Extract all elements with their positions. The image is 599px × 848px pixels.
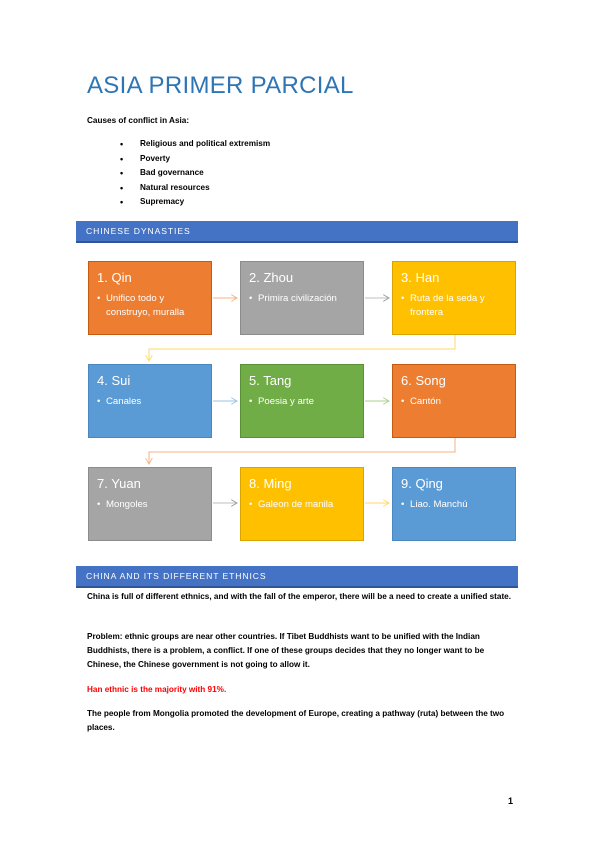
dynasty-box-yuan: [88, 467, 212, 541]
dynasty-box-qing: [392, 467, 516, 541]
dynasty-title: 5. Tang: [249, 373, 292, 388]
dynasty-box-song: [392, 364, 516, 438]
highlight-paragraph: Han ethnic is the majority with 91%.: [87, 685, 227, 694]
dynasty-desc: • Poesia y arte: [249, 395, 357, 409]
dynasty-title: 1. Qin: [97, 270, 132, 285]
arrow-3-4: [149, 335, 455, 360]
dynasty-box-tang: [240, 364, 364, 438]
dynasty-desc: • Galeon de manila: [249, 498, 357, 512]
section-heading-dynasties: CHINESE DYNASTIES: [76, 221, 518, 241]
dynasty-box-sui: [88, 364, 212, 438]
dynasty-box-ming: [240, 467, 364, 541]
paragraph: The people from Mongolia promoted the development of Europe, creating a pathway (ruta) between the two places.: [87, 709, 505, 733]
dynasty-title: 3. Han: [401, 270, 440, 285]
list-item: • Natural resources: [87, 181, 270, 196]
dynasty-desc: • Cantón: [401, 395, 509, 409]
dynasty-title: 8. Ming: [249, 476, 292, 491]
dynasty-desc: • Primira civilización: [249, 292, 357, 306]
dynasty-title: 9. Qing: [401, 476, 443, 491]
dynasty-desc: • Unifico todo y construyo, muralla: [97, 292, 205, 319]
dynasty-desc: • Ruta de la seda y frontera: [401, 292, 509, 319]
dynasty-desc: • Canales: [97, 395, 205, 409]
dynasty-title: 2. Zhou: [249, 270, 294, 285]
list-item: • Poverty: [87, 152, 270, 167]
dynasty-desc: • Mongoles: [97, 498, 205, 512]
dynasty-desc: • Liao. Manchú: [401, 498, 509, 512]
dynasty-title: 6. Song: [401, 373, 446, 388]
paragraph: China is full of different ethnics, and with the fall of the emperor, there will be a need to create a unified state.: [87, 592, 512, 601]
dynasty-box-han: [392, 261, 516, 335]
dynasty-title: 4. Sui: [97, 373, 131, 388]
dynasty-title: 7. Yuan: [97, 476, 141, 491]
causes-intro: Causes of conflict in Asia:: [87, 116, 190, 125]
list-item: • Religious and political extremism: [87, 137, 270, 152]
dynasty-box-qin: [88, 261, 212, 335]
list-item: • Supremacy: [87, 195, 270, 210]
list-item: • Bad governance: [87, 166, 270, 181]
page-number: 1: [508, 796, 514, 806]
dynasty-box-zhou: [240, 261, 364, 335]
paragraph: Problem: ethnic groups are near other countries. If Tibet Buddhists want to be unified with the Indian Buddhists, there is a problem, a conflict. If one of these groups decides that they no longer want to be Chinese, the Chinese government is not going to allow it.: [87, 632, 485, 670]
document-title: ASIA PRIMER PARCIAL: [87, 72, 354, 99]
section-heading-ethnics: CHINA AND ITS DIFFERENT ETHNICS: [76, 566, 518, 586]
arrow-6-7: [149, 438, 455, 463]
